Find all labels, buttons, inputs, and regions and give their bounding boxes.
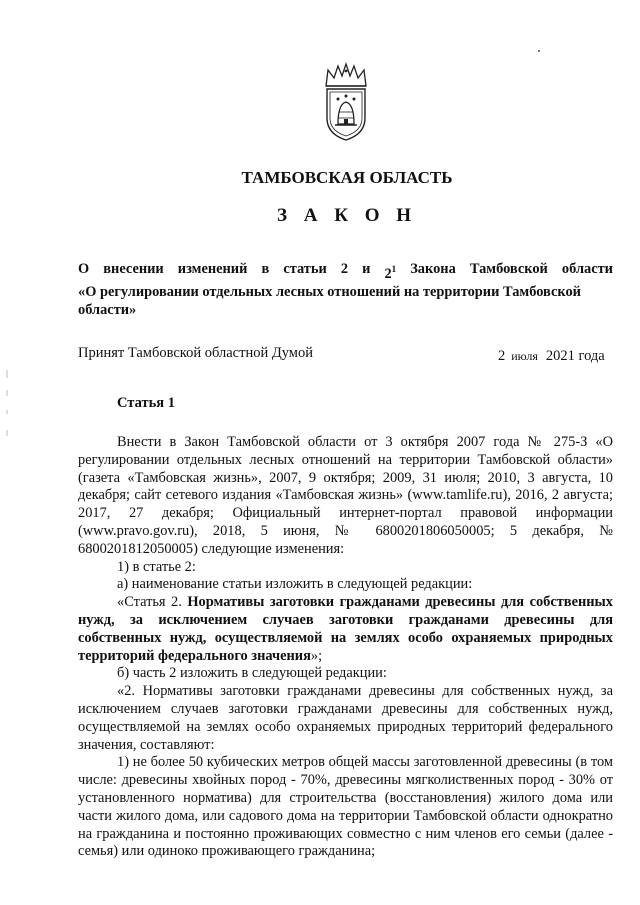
title-word: и [362,261,371,277]
scan-speck [538,50,540,52]
adoption-month: июля [511,349,538,363]
article-body [78,434,613,861]
title-word: области [561,261,613,277]
paragraph: 1) не более 50 кубических метров общей массы заготовленной древесины (в том числе: древесины хвойных пород - 70%, древесины мягколиственных пород - 30% от установленного норматива) для строительства (восстановления) жилого дома или части жилого дома, или садового дома на территории Тамбовской области однократно на гражданина и постоянно проживающих совместно с ним членов его семьи (далее - семья) или одиноко проживающего гражданина; [78,754,613,860]
article-title-suffix: »; [310,647,323,664]
law-title-line-2: «О регулировании отдельных лесных отношений на территории Тамбовской [78,283,581,300]
margin-scan-marks [6,370,8,500]
law-title-line-3: области» [78,301,137,318]
title-word: внесении [103,261,164,277]
title-word: 2 [340,261,349,277]
adoption-year: 2021 года [545,348,605,364]
paragraph: Внести в Закон Тамбовской области от 3 октября 2007 года № 275-З «О регулировании отдельных лесных отношений на территории Тамбовской области» (газета «Тамбовская жизнь», 2007, 9 октября; 2009, 31 июля; 2010, 3 августа, 10 декабря; сайт сетевого издания «Тамбовская жизнь» (www.tamlife.ru), 2016, 2 августа; 2017, 27 декабря; Официальный интернет-портал правовой информации (www.pravo.gov.ru), 2018, 5 июня, № 6800201806050005; 5 декабря, № 6800201812050005) следующие изменения: [78,434,613,557]
article-title-prefix: «Статья 2. [117,594,182,611]
title-word: статьи [283,261,327,277]
article-heading: Статья 1 [117,395,175,411]
document-type-heading: З А К О Н [276,205,418,226]
article-title-bold: Нормативы заготовки гражданами древесины для собственных нужд, за исключением случаев заготовки гражданами древесины для собственных нужд, осуществляемой на землях особо охраняемых природных территорий федерального значения [78,594,613,664]
title-word-with-sup: $2^1$ [384,264,397,282]
paragraph: 1) в статье 2: [117,558,196,575]
title-word: О [78,261,90,277]
paragraph: а) наименование статьи изложить в следующей редакции: [117,576,473,593]
paragraph: б) часть 2 изложить в следующей редакции: [117,665,387,682]
title-superscript: 1 [391,264,397,274]
adoption-date [498,348,605,365]
title-word: Тамбовской [469,261,548,277]
paragraph-article-title [78,594,613,665]
adoption-day: 2 [498,348,506,364]
adoption-text: Принят Тамбовской областной Думой [78,345,313,361]
paragraph: «2. Нормативы заготовки гражданами древесины для собственных нужд, за исключением случаев заготовки гражданами древесины для собственных нужд, осуществляемой на землях особо охраняемых природных территорий федерального значения, составляют: [78,683,613,753]
law-title [78,260,613,319]
title-word: в [261,261,270,277]
title-word: изменений [177,261,248,277]
title-word: Закона [410,261,456,277]
tambov-coat-of-arms-icon [318,62,374,142]
law-title-line-1 [78,260,613,283]
region-heading: ТАМБОВСКАЯ ОБЛАСТЬ [241,168,453,187]
